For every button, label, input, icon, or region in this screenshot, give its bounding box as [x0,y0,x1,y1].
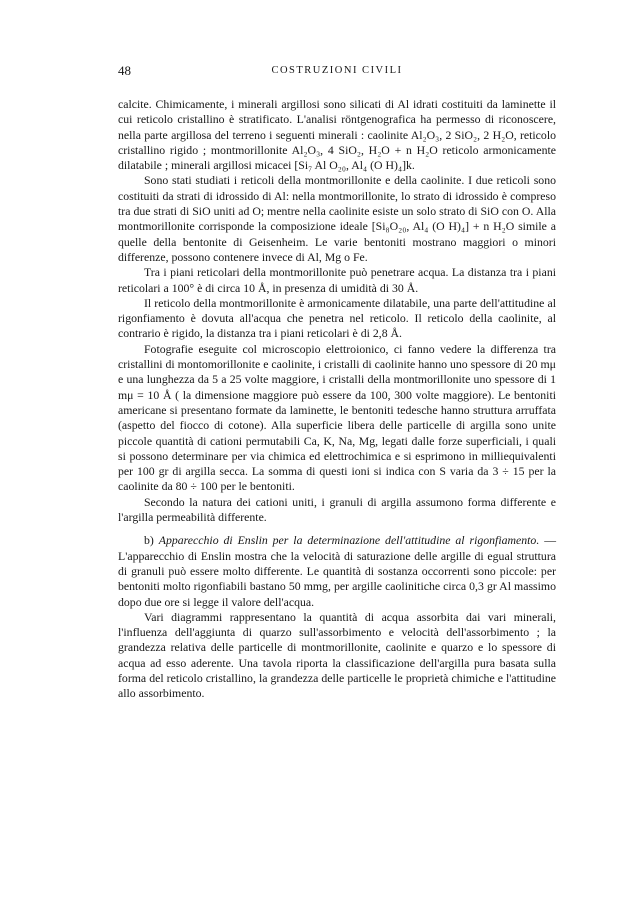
section-title: Apparecchio di Enslin per la determinazione dell'attitudine al rigonfiamento. [158,533,540,548]
section-b [118,533,556,609]
body-text [118,97,556,702]
paragraph: Secondo la natura dei cationi uniti, i granuli di argilla assumono forma differente e l'argilla permeabilità differente. [118,494,556,525]
page-number: 48 [118,63,131,78]
section-text: — L'apparecchio di Enslin mostra che la velocità di saturazione delle argille di egual struttura di granuli può essere molto differente. Le quantità di sostanza occorrenti sono piccole: per bentoniti molto rigonfiabili bastano 50 mmg, per argille caolinitiche circa 0,3 gr Al massimo dopo due ore si legge il valore dell'acqua. [118,533,556,609]
paragraph: calcite. Chimicamente, i minerali argillosi sono silicati di Al idrati costituiti da laminette il cui reticolo cristallino è stratificato. L'analisi röntgenografica ha permesso di riconoscere, nella parte argillosa del terreno i seguenti minerali : caolinite Al₂O₃, 2 SiO₂, 2 H₂O, reticolo cristallino rigido ; montmorillonite Al₂O₃, 4 SiO₂, H₂O + n H₂O reticolo armonicamente dilatabile ; minerali argillosi micacei [Si₇ Al O₂₀, Al₄ (O H)₄]k. [118,97,556,173]
paragraph: Il reticolo della montmorillonite è armonicamente dilatabile, una parte dell'attitudine al rigonfiamento è dovuta all'acqua che penetra nel reticolo. Il reticolo della caolinite, al contrario è rigido, la distanza tra i piani reticolari è di 2,8 Å. [118,295,556,341]
paragraph: Tra i piani reticolari della montmorillonite può penetrare acqua. La distanza tra i piani reticolari a 100° è di circa 10 Å, in presenza di umidità di 30 Å. [118,265,556,295]
page-header [118,63,556,79]
paragraph: Sono stati studiati i reticoli della montmorillonite e della caolinite. I due reticoli sono costituiti da strati di idrossido di Al: nella montmorillonite, lo strato di idrossido è compreso tra due strati di SiO uniti ad O; mentre nella caolinite esiste un solo strato di SiO con O. Alla montmorillonite corrisponde la composizione ideale [Si₈O₂₀, Al₄ (O H)₄] + n H₂O simile a quelle della bentonite di Geisenheim. Le varie bentoniti mostrano maggiori o minori differenze, possono contenere invece di Al, Mg o Fe. [118,173,556,264]
running-title: COSTRUZIONI CIVILI [271,65,403,76]
section-label: b) [144,533,154,548]
paragraph: Fotografie eseguite col microscopio elettroionico, ci fanno vedere la differenza tra cristallini di montomorillonite e caolinite, i cristalli di caolinite hanno uno spessore di 20 mμ e una lunghezza da 5 a 25 volte maggiore, i cristalli della montmorillonite uno spessore di 1 mμ = 10 Å ( la dimensione maggiore può essere da 100, 300 volte maggiore). Le bentoniti americane si presentano formate da laminette, le bentoniti tedesche hanno struttura arruffata (aspetto del fiocco di cotone). Alla superficie libera delle particelle di argilla sono unite piccole quantità di cationi permutabili Ca, K, Na, Mg, legati dalle forze superficiali, i quali si possono determinare per via chimica ed elettrochimica e si esprimono in milliequivalenti per 100 gr di argilla secca. La somma di questi ioni si indica con S varia da 3 ÷ 15 per la caolinite da 80 ÷ 100 per le bentoniti. [118,341,556,494]
paragraph: Vari diagrammi rappresentano la quantità di acqua assorbita dai vari minerali, l'influenza dell'aggiunta di quarzo sull'assorbimento e velocità dell'assorbimento ; la grandezza relativa delle particelle di montmorillonite, caolinite e quarzo e lo spessore di acqua ad esso aderente. Una tavola riporta la classificazione dell'argilla pura basata sulla forma del reticolo cristallino, la grandezza delle particelle le proprietà chimiche e l'attitudine allo assorbimento. [118,609,556,701]
